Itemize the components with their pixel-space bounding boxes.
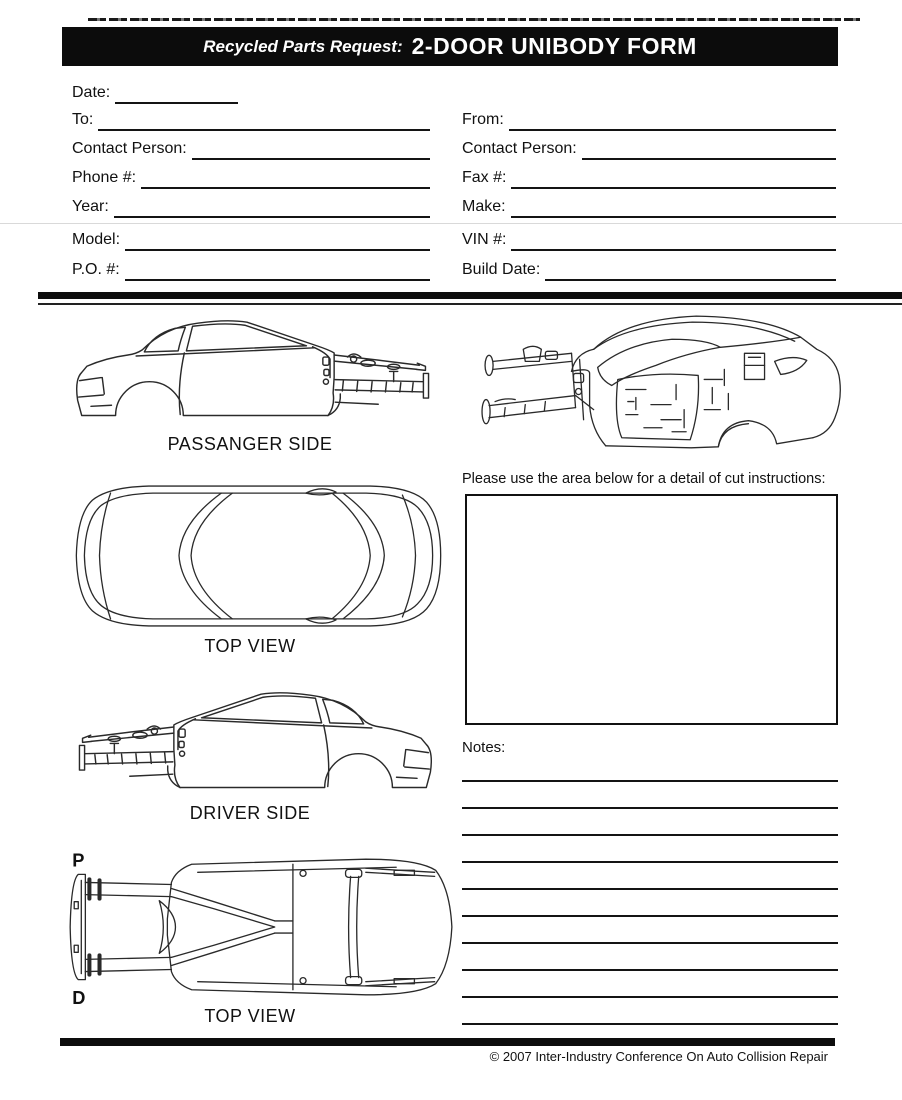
top-view-diagram xyxy=(68,478,446,634)
model-field xyxy=(72,231,432,252)
fax-label: Fax #: xyxy=(462,169,507,186)
form-fields xyxy=(72,111,838,290)
year-field xyxy=(72,198,432,219)
notes-write-line[interactable] xyxy=(462,915,838,917)
section-divider-line xyxy=(38,303,902,305)
build-date-field xyxy=(462,261,838,282)
year-write-line[interactable] xyxy=(114,198,430,218)
form-row xyxy=(72,261,838,290)
light-divider-line xyxy=(0,223,902,224)
section-divider-bar xyxy=(38,292,902,299)
contact-person-right-label: Contact Person: xyxy=(462,140,577,157)
po-number-write-line[interactable] xyxy=(125,261,430,281)
form-row xyxy=(72,111,838,140)
unibody-three-quarter-diagram xyxy=(475,308,847,466)
form-row xyxy=(72,140,838,169)
phone-write-line[interactable] xyxy=(141,169,430,189)
make-label: Make: xyxy=(462,198,506,215)
notes-write-line[interactable] xyxy=(462,780,838,782)
driver-marker: D xyxy=(72,987,86,1008)
vin-label: VIN #: xyxy=(462,231,507,248)
po-number-label: P.O. #: xyxy=(72,261,120,278)
make-write-line[interactable] xyxy=(511,198,836,218)
cut-instructions-box[interactable] xyxy=(465,494,838,725)
vin-write-line[interactable] xyxy=(511,231,836,251)
notes-write-line[interactable] xyxy=(462,888,838,890)
from-field xyxy=(462,111,838,132)
contact-person-right-write-line[interactable] xyxy=(582,140,836,160)
passenger-side-diagram xyxy=(70,316,430,434)
from-write-line[interactable] xyxy=(509,111,836,131)
notes-write-line[interactable] xyxy=(462,1023,838,1025)
contact-person-right-field xyxy=(462,140,838,161)
to-write-line[interactable] xyxy=(98,111,430,131)
underbody-top-view-diagram xyxy=(62,846,457,1008)
date-label: Date: xyxy=(72,84,111,101)
form-row xyxy=(72,169,838,198)
fax-write-line[interactable] xyxy=(511,169,836,189)
cut-instructions-prompt: Please use the area below for a detail of cut instructions: xyxy=(462,471,826,487)
build-date-label: Build Date: xyxy=(462,261,541,278)
fax-field xyxy=(462,169,838,190)
passenger-marker: P xyxy=(72,850,85,871)
passenger-side-label: PASSANGER SIDE xyxy=(167,434,333,454)
build-date-write-line[interactable] xyxy=(545,261,836,281)
from-label: From: xyxy=(462,111,504,128)
notes-write-line[interactable] xyxy=(462,861,838,863)
notes-write-line[interactable] xyxy=(462,834,838,836)
driver-side-label: DRIVER SIDE xyxy=(189,803,311,823)
form-title-prefix: Recycled Parts Request: xyxy=(203,36,403,56)
notes-write-line[interactable] xyxy=(462,996,838,998)
phone-field xyxy=(72,169,432,190)
form-row xyxy=(72,231,838,261)
contact-person-left-write-line[interactable] xyxy=(192,140,430,160)
date-field xyxy=(72,84,240,105)
notes-label: Notes: xyxy=(462,739,506,756)
year-label: Year: xyxy=(72,198,109,215)
to-label: To: xyxy=(72,111,94,128)
contact-person-left-label: Contact Person: xyxy=(72,140,187,157)
copyright-text: © 2007 Inter-Industry Conference On Auto Collision Repair xyxy=(489,1049,828,1064)
phone-label: Phone #: xyxy=(72,169,137,186)
scan-artifact-line xyxy=(88,18,860,21)
form-title: 2-DOOR UNIBODY FORM xyxy=(411,33,697,59)
top-view-label: TOP VIEW xyxy=(204,636,296,656)
contact-person-left-field xyxy=(72,140,432,161)
notes-write-line[interactable] xyxy=(462,807,838,809)
notes-lines xyxy=(462,780,838,1050)
make-field xyxy=(462,198,838,219)
model-write-line[interactable] xyxy=(125,231,430,251)
notes-write-line[interactable] xyxy=(462,942,838,944)
driver-side-diagram xyxy=(68,688,448,806)
model-label: Model: xyxy=(72,231,121,248)
underbody-top-view-label: TOP VIEW xyxy=(204,1006,296,1026)
form-title-bar xyxy=(62,27,838,66)
footer-bar xyxy=(60,1038,835,1046)
vin-field xyxy=(462,231,838,252)
to-field xyxy=(72,111,432,132)
date-write-line[interactable] xyxy=(115,84,238,104)
po-number-field xyxy=(72,261,432,282)
notes-write-line[interactable] xyxy=(462,969,838,971)
